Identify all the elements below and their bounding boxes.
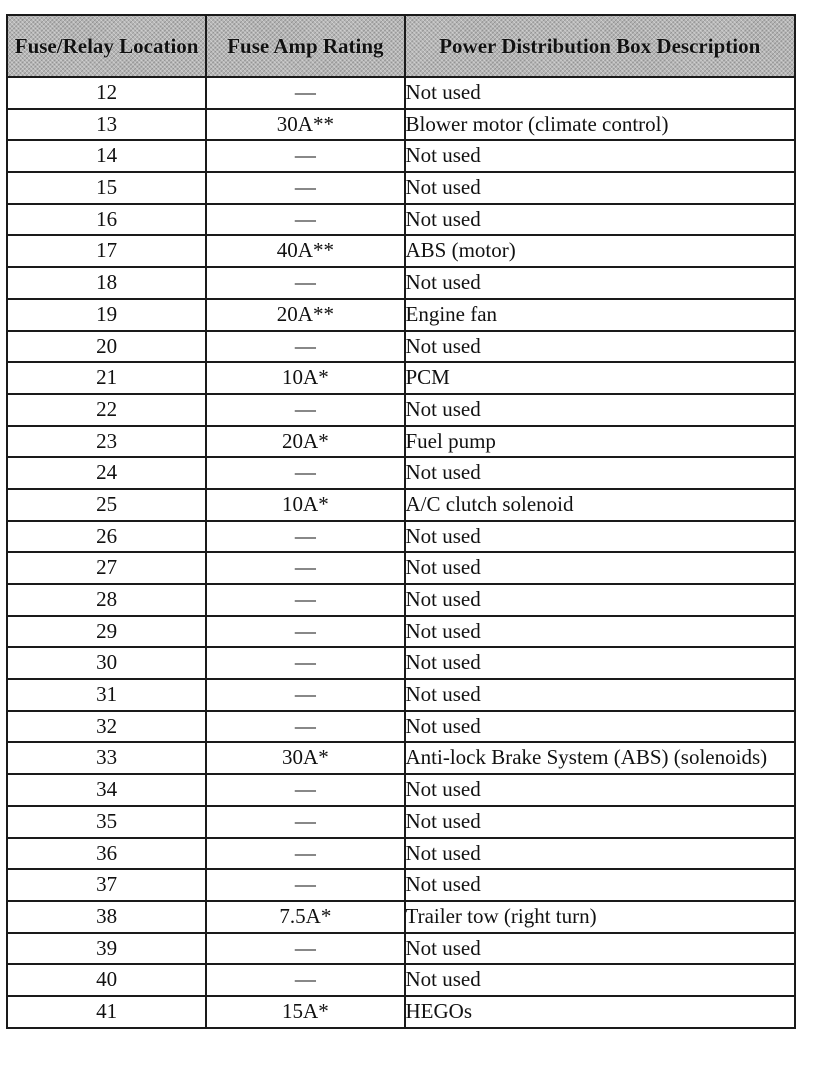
description-cell: Not used xyxy=(405,964,796,996)
location-cell: 32 xyxy=(7,711,206,743)
header-amp-rating: Fuse Amp Rating xyxy=(206,15,404,77)
description-cell: HEGOs xyxy=(405,996,796,1028)
table-row xyxy=(7,933,795,965)
table-row xyxy=(7,838,795,870)
description-cell: Not used xyxy=(405,584,796,616)
table-row xyxy=(7,711,795,743)
description-cell: Not used xyxy=(405,711,796,743)
description-cell: Not used xyxy=(405,457,796,489)
table-row xyxy=(7,806,795,838)
description-cell: Not used xyxy=(405,679,796,711)
amp-rating-cell: — xyxy=(206,964,404,996)
location-cell: 16 xyxy=(7,204,206,236)
amp-rating-cell: — xyxy=(206,838,404,870)
amp-rating-cell: — xyxy=(206,711,404,743)
location-cell: 40 xyxy=(7,964,206,996)
location-cell: 35 xyxy=(7,806,206,838)
amp-rating-cell: — xyxy=(206,394,404,426)
amp-rating-cell: — xyxy=(206,172,404,204)
amp-rating-cell: 20A** xyxy=(206,299,404,331)
amp-rating-cell: — xyxy=(206,774,404,806)
location-cell: 31 xyxy=(7,679,206,711)
table-row xyxy=(7,616,795,648)
location-cell: 41 xyxy=(7,996,206,1028)
table-row xyxy=(7,584,795,616)
amp-rating-cell: 40A** xyxy=(206,235,404,267)
description-cell: Not used xyxy=(405,774,796,806)
amp-rating-cell: — xyxy=(206,457,404,489)
amp-rating-cell: — xyxy=(206,204,404,236)
location-cell: 25 xyxy=(7,489,206,521)
location-cell: 29 xyxy=(7,616,206,648)
amp-rating-cell: 10A* xyxy=(206,362,404,394)
location-cell: 17 xyxy=(7,235,206,267)
description-cell: A/C clutch solenoid xyxy=(405,489,796,521)
location-cell: 18 xyxy=(7,267,206,299)
table-row xyxy=(7,964,795,996)
table-row xyxy=(7,647,795,679)
amp-rating-cell: 30A* xyxy=(206,742,404,774)
location-cell: 12 xyxy=(7,77,206,109)
description-cell: Trailer tow (right turn) xyxy=(405,901,796,933)
table-row xyxy=(7,679,795,711)
amp-rating-cell: — xyxy=(206,77,404,109)
table-row xyxy=(7,521,795,553)
location-cell: 34 xyxy=(7,774,206,806)
amp-rating-cell: 7.5A* xyxy=(206,901,404,933)
location-cell: 13 xyxy=(7,109,206,141)
description-cell: Not used xyxy=(405,647,796,679)
amp-rating-cell: — xyxy=(206,869,404,901)
header-row xyxy=(7,15,795,77)
table-row xyxy=(7,204,795,236)
description-cell: Not used xyxy=(405,806,796,838)
table-row xyxy=(7,362,795,394)
description-cell: Not used xyxy=(405,172,796,204)
location-cell: 14 xyxy=(7,140,206,172)
location-cell: 36 xyxy=(7,838,206,870)
description-cell: Not used xyxy=(405,616,796,648)
table-row xyxy=(7,742,795,774)
description-cell: Not used xyxy=(405,933,796,965)
amp-rating-cell: — xyxy=(206,933,404,965)
location-cell: 37 xyxy=(7,869,206,901)
table-row xyxy=(7,489,795,521)
table-row xyxy=(7,996,795,1028)
table-row xyxy=(7,235,795,267)
description-cell: Fuel pump xyxy=(405,426,796,458)
table-row xyxy=(7,426,795,458)
description-cell: Not used xyxy=(405,140,796,172)
table-body xyxy=(7,77,795,1028)
location-cell: 30 xyxy=(7,647,206,679)
location-cell: 19 xyxy=(7,299,206,331)
table-row xyxy=(7,457,795,489)
amp-rating-cell: 30A** xyxy=(206,109,404,141)
amp-rating-cell: — xyxy=(206,584,404,616)
table-header xyxy=(7,15,795,77)
description-cell: Not used xyxy=(405,267,796,299)
description-cell: Not used xyxy=(405,869,796,901)
location-cell: 20 xyxy=(7,331,206,363)
amp-rating-cell: — xyxy=(206,140,404,172)
description-cell: Not used xyxy=(405,77,796,109)
table-row xyxy=(7,299,795,331)
description-cell: Not used xyxy=(405,552,796,584)
amp-rating-cell: — xyxy=(206,267,404,299)
table-row xyxy=(7,77,795,109)
amp-rating-cell: — xyxy=(206,806,404,838)
description-cell: Blower motor (climate control) xyxy=(405,109,796,141)
description-cell: Not used xyxy=(405,521,796,553)
description-cell: Not used xyxy=(405,838,796,870)
description-cell: Not used xyxy=(405,394,796,426)
location-cell: 33 xyxy=(7,742,206,774)
description-cell: Anti-lock Brake System (ABS) (solenoids) xyxy=(405,742,796,774)
location-cell: 15 xyxy=(7,172,206,204)
location-cell: 38 xyxy=(7,901,206,933)
location-cell: 27 xyxy=(7,552,206,584)
table-row xyxy=(7,901,795,933)
amp-rating-cell: — xyxy=(206,679,404,711)
location-cell: 26 xyxy=(7,521,206,553)
amp-rating-cell: 20A* xyxy=(206,426,404,458)
fuse-table xyxy=(6,14,796,1029)
table-row xyxy=(7,552,795,584)
table-row xyxy=(7,774,795,806)
header-description: Power Distribution Box Description xyxy=(405,15,796,77)
description-cell: Not used xyxy=(405,204,796,236)
amp-rating-cell: 10A* xyxy=(206,489,404,521)
table-row xyxy=(7,331,795,363)
table-row xyxy=(7,109,795,141)
description-cell: ABS (motor) xyxy=(405,235,796,267)
amp-rating-cell: 15A* xyxy=(206,996,404,1028)
location-cell: 23 xyxy=(7,426,206,458)
location-cell: 22 xyxy=(7,394,206,426)
amp-rating-cell: — xyxy=(206,616,404,648)
header-location: Fuse/Relay Location xyxy=(7,15,206,77)
description-cell: Engine fan xyxy=(405,299,796,331)
location-cell: 39 xyxy=(7,933,206,965)
location-cell: 24 xyxy=(7,457,206,489)
amp-rating-cell: — xyxy=(206,331,404,363)
table-row xyxy=(7,267,795,299)
description-cell: Not used xyxy=(405,331,796,363)
description-cell: PCM xyxy=(405,362,796,394)
location-cell: 21 xyxy=(7,362,206,394)
table-row xyxy=(7,140,795,172)
amp-rating-cell: — xyxy=(206,647,404,679)
amp-rating-cell: — xyxy=(206,521,404,553)
table-row xyxy=(7,869,795,901)
location-cell: 28 xyxy=(7,584,206,616)
table-row xyxy=(7,172,795,204)
amp-rating-cell: — xyxy=(206,552,404,584)
table-row xyxy=(7,394,795,426)
